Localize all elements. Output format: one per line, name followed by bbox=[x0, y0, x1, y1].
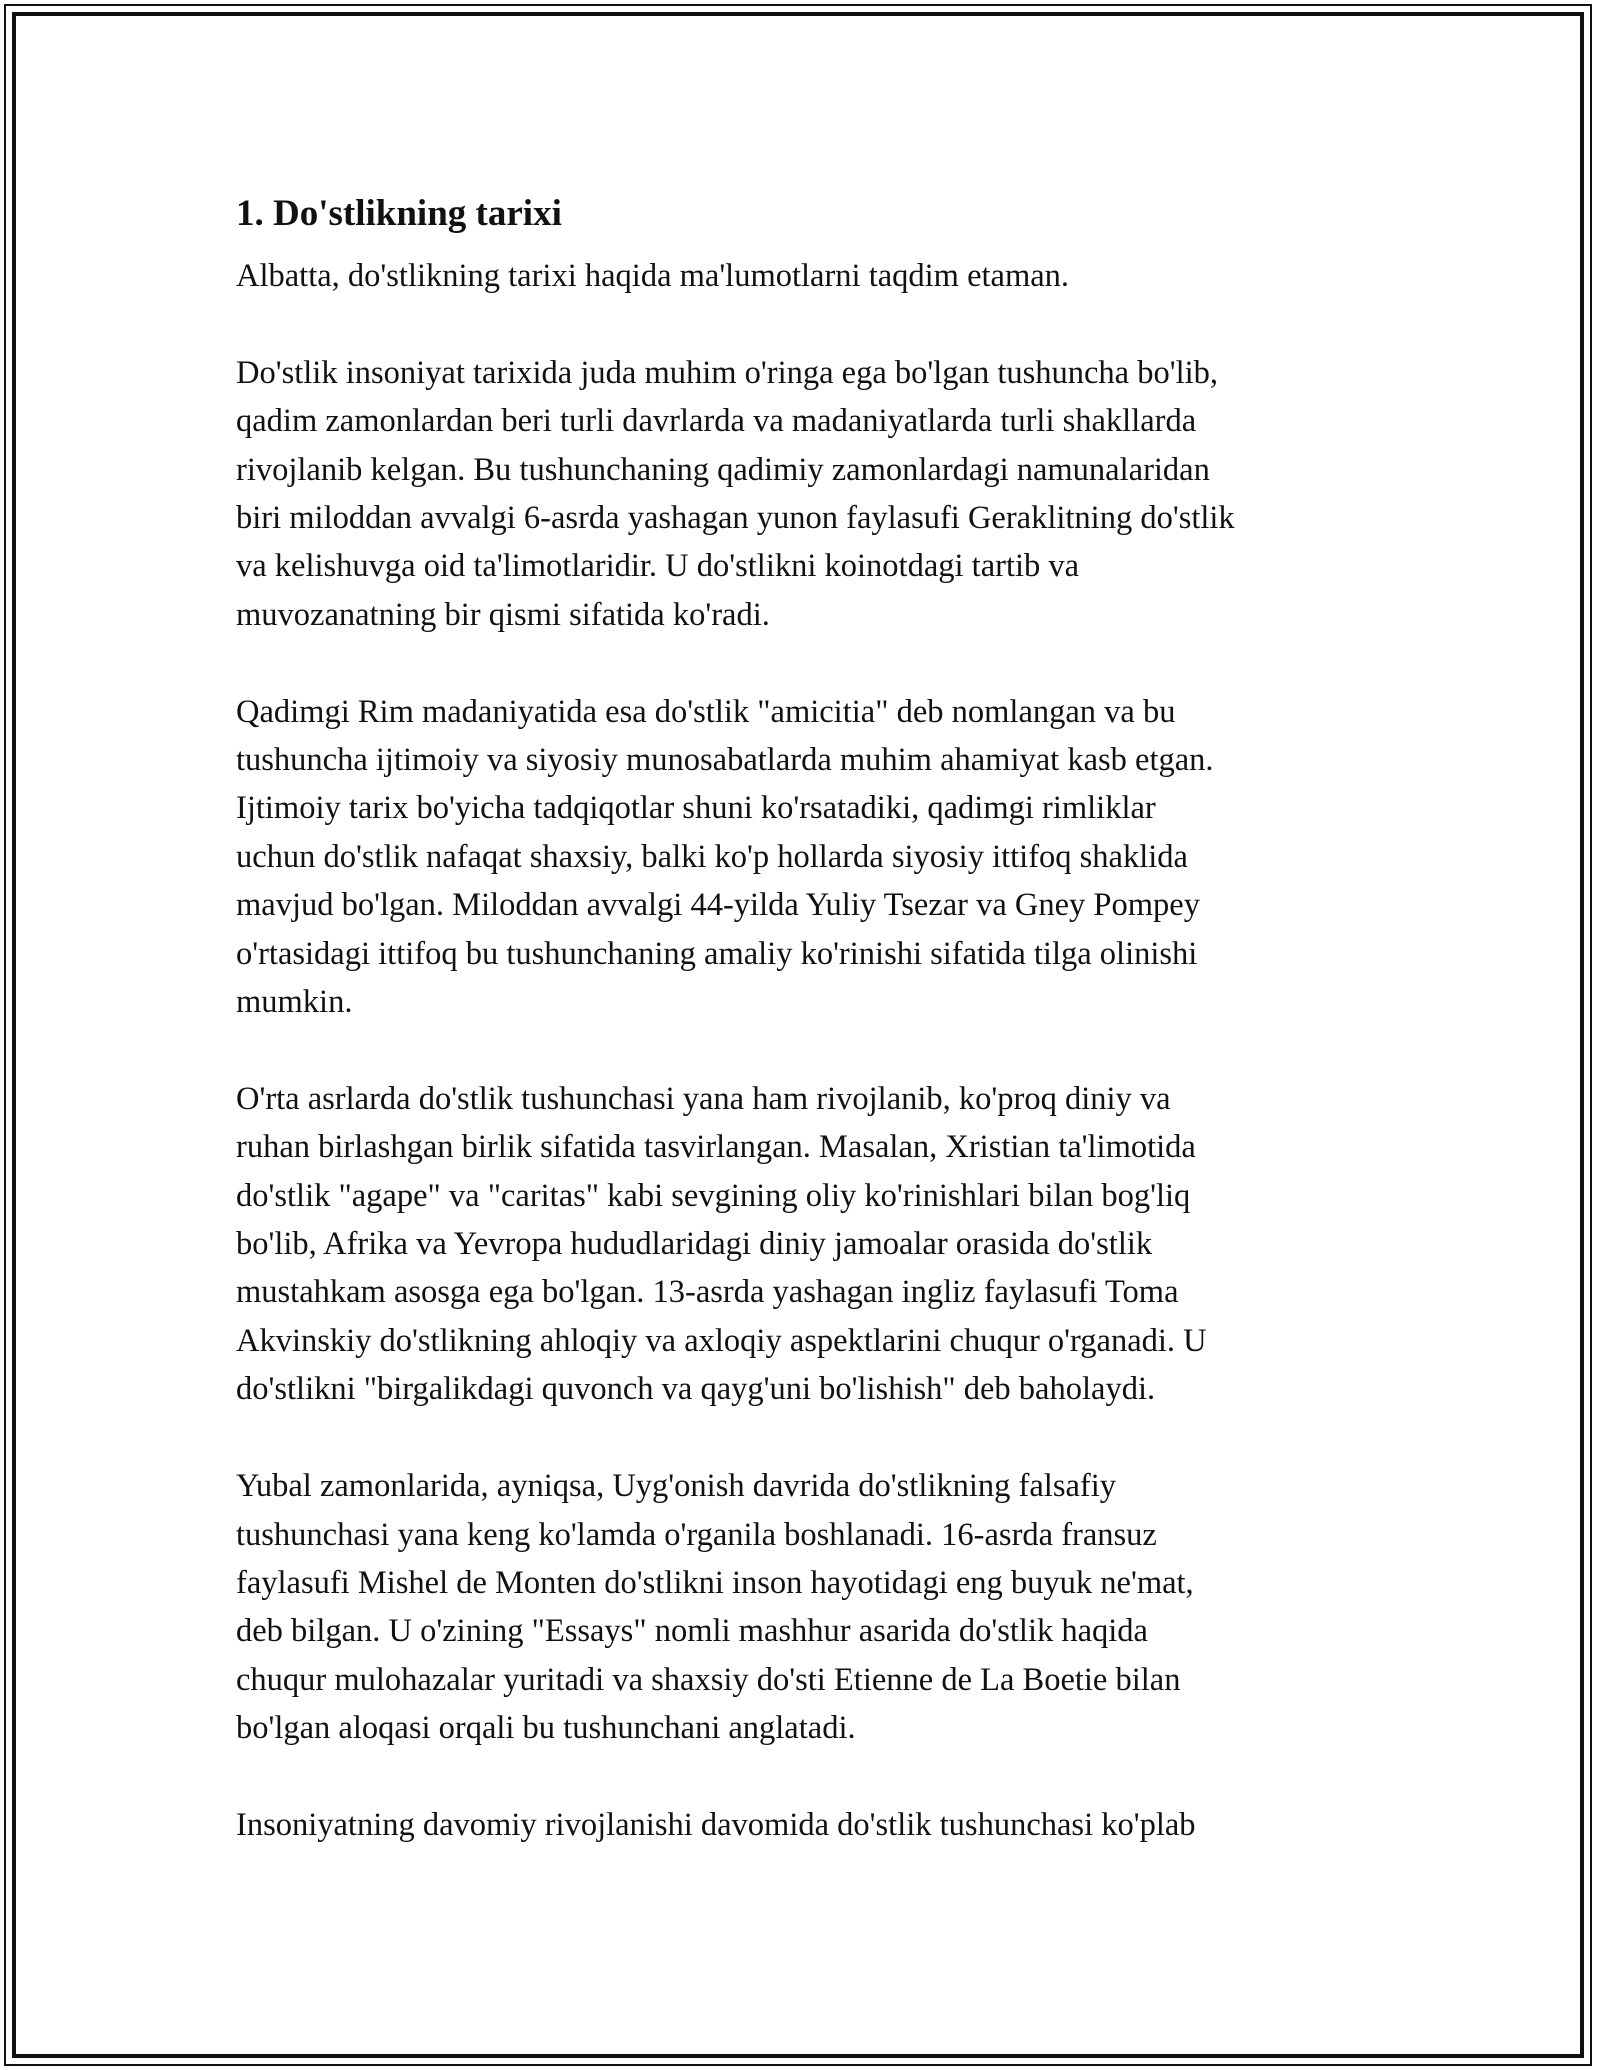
paragraph-intro: Albatta, do'stlikning tarixi haqida ma'lumotlarni taqdim etaman. bbox=[236, 258, 1070, 294]
section-heading: 1. Do'stlikning tarixi bbox=[236, 193, 562, 234]
document-body bbox=[236, 186, 1386, 1849]
paragraph-renaissance: Yubal zamonlarida, ayniqsa, Uyg'onish davrida do'stlikning falsafiy tushunchasi yana keng ko'lamda o'rganila boshlanadi. 16-asrda fransuz faylasufi Mishel de Monten do'stlikni inson hayotidagi eng buyuk ne'mat, deb bilgan. U o'zining "Essays" nomli mashhur asarida do'stlik haqida chuqur mulohazalar yuritadi va shaxsiy do'sti Etienne de La Boetie bilan bo'lgan aloqasi orqali bu tushunchani anglatadi. bbox=[236, 1468, 1194, 1747]
paragraph-rome: Qadimgi Rim madaniyatida esa do'stlik "amicitia" deb nomlangan va bu tushuncha ijtimoiy va siyosiy munosabatlarda muhim ahamiyat kasb etgan. Ijtimoiy tarix bo'yicha tadqiqotlar shuni ko'rsatadiki, qadimgi rimliklar uchun do'stlik nafaqat shaxsiy, balki ko'p hollarda siyosiy ittifoq shaklida mavjud bo'lgan. Miloddan avvalgi 44-yilda Yuliy Tsezar va Gney Pompey o'rtasidagi ittifoq bu tushunchaning amaliy ko'rinishi sifatida tilga olinishi mumkin. bbox=[236, 693, 1214, 1021]
paragraph-ancient: Do'stlik insoniyat tarixida juda muhim o'ringa ega bo'lgan tushuncha bo'lib, qadim zamonlardan beri turli davrlarda va madaniyatlarda turli shakllarda rivojlanib kelgan. Bu tushunchaning qadimiy zamonlardagi namunalaridan biri miloddan avvalgi 6-asrda yashagan yunon faylasufi Geraklitning do'stlik va kelishuvga oid ta'limotlaridir. U do'stlikni koinotdagi tartib va muvozanatning bir qismi sifatida ko'radi. bbox=[236, 354, 1235, 633]
paragraph-middle-ages: O'rta asrlarda do'stlik tushunchasi yana ham rivojlanib, ko'proq diniy va ruhan birlashgan birlik sifatida tasvirlangan. Masalan, Xristian ta'limotida do'stlik "agape" va "caritas" kabi sevgining oliy ko'rinishlari bilan bog'liq bo'lib, Afrika va Yevropa hududlaridagi diniy jamoalar orasida do'stlik mustahkam asosga ega bo'lgan. 13-asrda yashagan ingliz faylasufi Toma Akvinskiy do'stlikning ahloqiy va axloqiy aspektlarini chuqur o'rganadi. U do'stlikni "birgalikdagi quvonch va qayg'uni bo'lishish" deb baholaydi. bbox=[236, 1080, 1207, 1408]
paragraph-continuation: Insoniyatning davomiy rivojlanishi davomida do'stlik tushunchasi ko'plab bbox=[236, 1806, 1196, 1843]
